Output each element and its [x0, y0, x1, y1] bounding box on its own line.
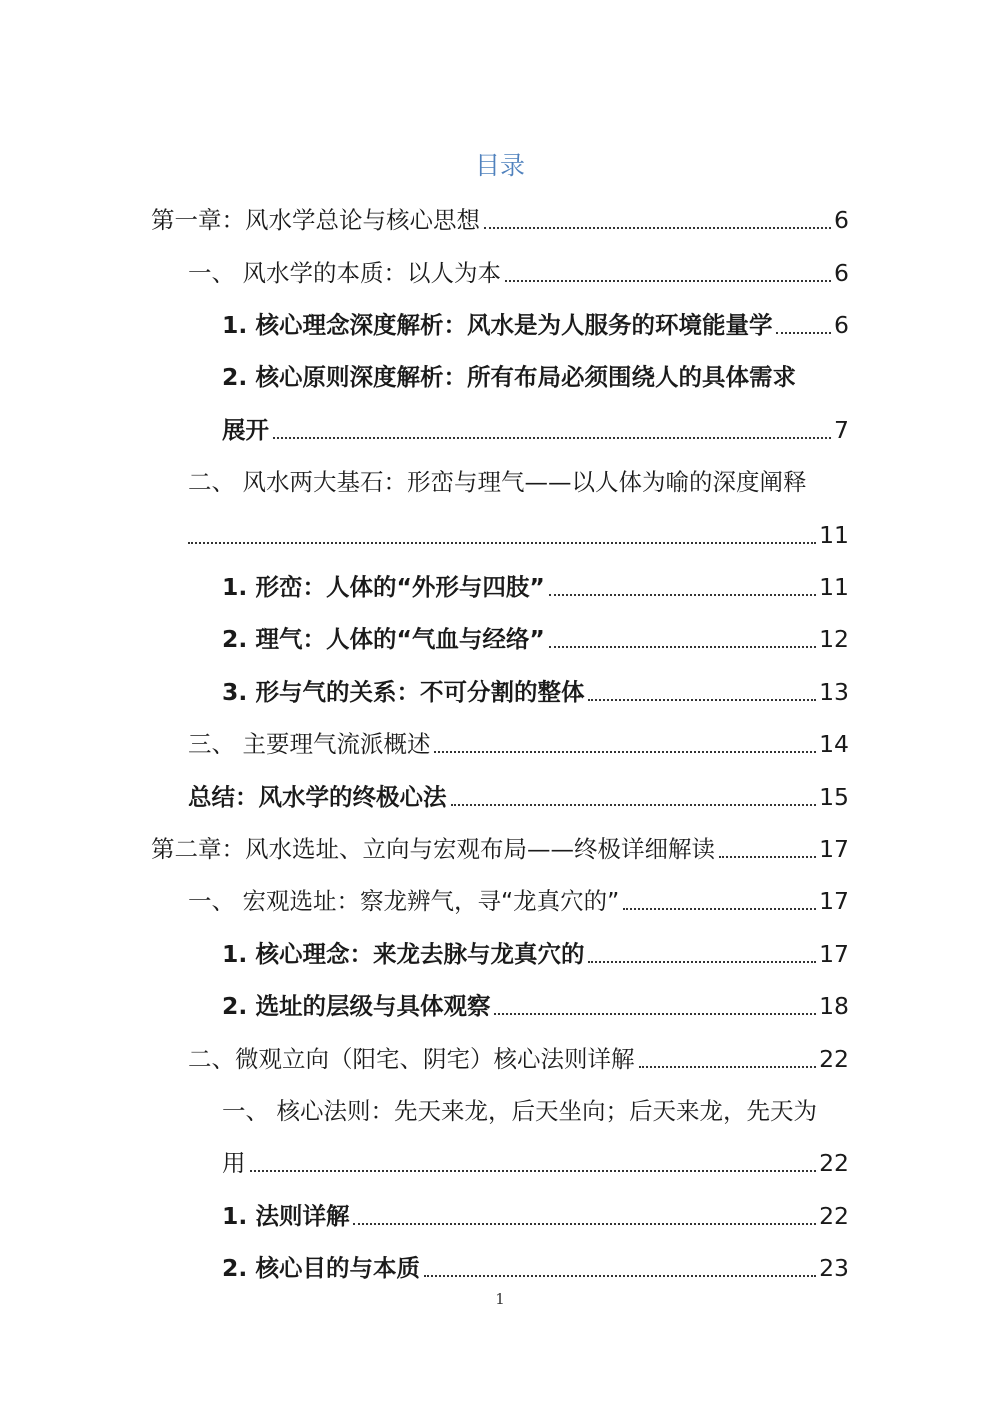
- page-number: 1: [495, 1290, 505, 1308]
- toc-entry[interactable]: [222, 567, 849, 607]
- toc-entry-page: 17: [819, 887, 849, 915]
- toc-entry-label: 1. 核心理念深度解析：风水是为人服务的环境能量学: [222, 311, 773, 339]
- leader-dots: [353, 1223, 816, 1225]
- toc-entry[interactable]: [222, 410, 849, 450]
- leader-dots: [434, 751, 816, 753]
- toc-entry-page: 11: [819, 573, 849, 601]
- toc-entry-page: 22: [819, 1202, 849, 1230]
- toc-entry-page: 22: [819, 1149, 849, 1177]
- toc-entry[interactable]: [222, 986, 849, 1026]
- toc-entry-page: 18: [819, 992, 849, 1020]
- toc-entry-label: 2. 选址的层级与具体观察: [222, 992, 491, 1020]
- toc-entry-page: 6: [834, 259, 849, 287]
- toc-entry-label-line2: 用: [222, 1149, 246, 1177]
- toc-entry-label: 1. 法则详解: [222, 1202, 350, 1230]
- toc-entry-label-line1[interactable]: 一、 核心法则：先天来龙，后天坐向；后天来龙，先天为: [222, 1097, 817, 1125]
- toc-entry[interactable]: [151, 829, 849, 869]
- toc-entry-page: 11: [819, 521, 849, 549]
- toc-entry-page: 6: [834, 206, 849, 234]
- toc-entry[interactable]: [222, 1196, 849, 1236]
- toc-entry[interactable]: [188, 724, 849, 764]
- toc-entry[interactable]: [188, 881, 849, 921]
- leader-dots: [549, 646, 816, 648]
- toc-entry-page: 17: [819, 940, 849, 968]
- toc-entry-label: 三、 主要理气流派概述: [188, 730, 431, 758]
- toc-entry[interactable]: [222, 1143, 849, 1183]
- toc-entry-label: 1. 形峦：人体的“外形与四肢”: [222, 573, 545, 601]
- leader-dots: [588, 961, 816, 963]
- toc-entry-label: 一、 宏观选址：察龙辨气，寻“龙真穴的”: [188, 887, 620, 915]
- toc-entry-page: 12: [819, 625, 849, 653]
- toc-entry-label: 3. 形与气的关系：不可分割的整体: [222, 678, 585, 706]
- toc-title: 目录: [474, 151, 525, 180]
- toc-entry-page: 22: [819, 1045, 849, 1073]
- leader-dots: [273, 437, 831, 439]
- toc-entry-label: 二、微观立向（阳宅、阴宅）核心法则详解: [188, 1045, 635, 1073]
- leader-dots: [188, 542, 816, 544]
- leader-dots: [623, 908, 816, 910]
- toc-entry-page: 6: [834, 311, 849, 339]
- toc-entry[interactable]: [188, 1039, 849, 1079]
- leader-dots: [505, 280, 831, 282]
- toc-entry-label: 1. 核心理念：来龙去脉与龙真穴的: [222, 940, 585, 968]
- leader-dots: [719, 856, 816, 858]
- toc-entry-label: 一、 风水学的本质：以人为本: [188, 259, 501, 287]
- toc-entry-label: 第一章：风水学总论与核心思想: [151, 206, 480, 234]
- leader-dots: [588, 699, 816, 701]
- toc-entry[interactable]: [222, 305, 849, 345]
- leader-dots: [484, 227, 831, 229]
- toc-entry-page: 13: [819, 678, 849, 706]
- toc-entry[interactable]: [188, 253, 849, 293]
- leader-dots: [639, 1066, 817, 1068]
- leader-dots: [451, 804, 817, 806]
- toc-entry-page: 23: [819, 1254, 849, 1282]
- toc-entry-label-line2: 展开: [222, 416, 269, 444]
- toc-entry-label-line1[interactable]: 2. 核心原则深度解析：所有布局必须围绕人的具体需求: [222, 363, 796, 391]
- toc-entry[interactable]: [222, 1248, 849, 1288]
- toc-entry-label: 第二章：风水选址、立向与宏观布局——终极详细解读: [151, 835, 715, 863]
- leader-dots: [424, 1275, 816, 1277]
- toc-entry[interactable]: [188, 777, 849, 817]
- toc-entry[interactable]: [188, 515, 849, 555]
- toc-entry[interactable]: [222, 619, 849, 659]
- toc-entry[interactable]: [222, 672, 849, 712]
- toc-entry-page: 15: [819, 783, 849, 811]
- toc-entry-label: 2. 理气：人体的“气血与经络”: [222, 625, 545, 653]
- leader-dots: [250, 1170, 817, 1172]
- toc-entry[interactable]: [222, 934, 849, 974]
- toc-entry-label: 2. 核心目的与本质: [222, 1254, 420, 1282]
- toc-entry-label: 总结：风水学的终极心法: [188, 783, 447, 811]
- toc-entry-page: 7: [834, 416, 849, 444]
- toc-entry-label-line1[interactable]: 二、 风水两大基石：形峦与理气——以人体为喻的深度阐释: [188, 468, 807, 496]
- toc-entry[interactable]: [151, 200, 849, 240]
- toc-entry-page: 17: [819, 835, 849, 863]
- leader-dots: [549, 594, 816, 596]
- leader-dots: [776, 332, 831, 334]
- leader-dots: [494, 1013, 816, 1015]
- toc-entry-page: 14: [819, 730, 849, 758]
